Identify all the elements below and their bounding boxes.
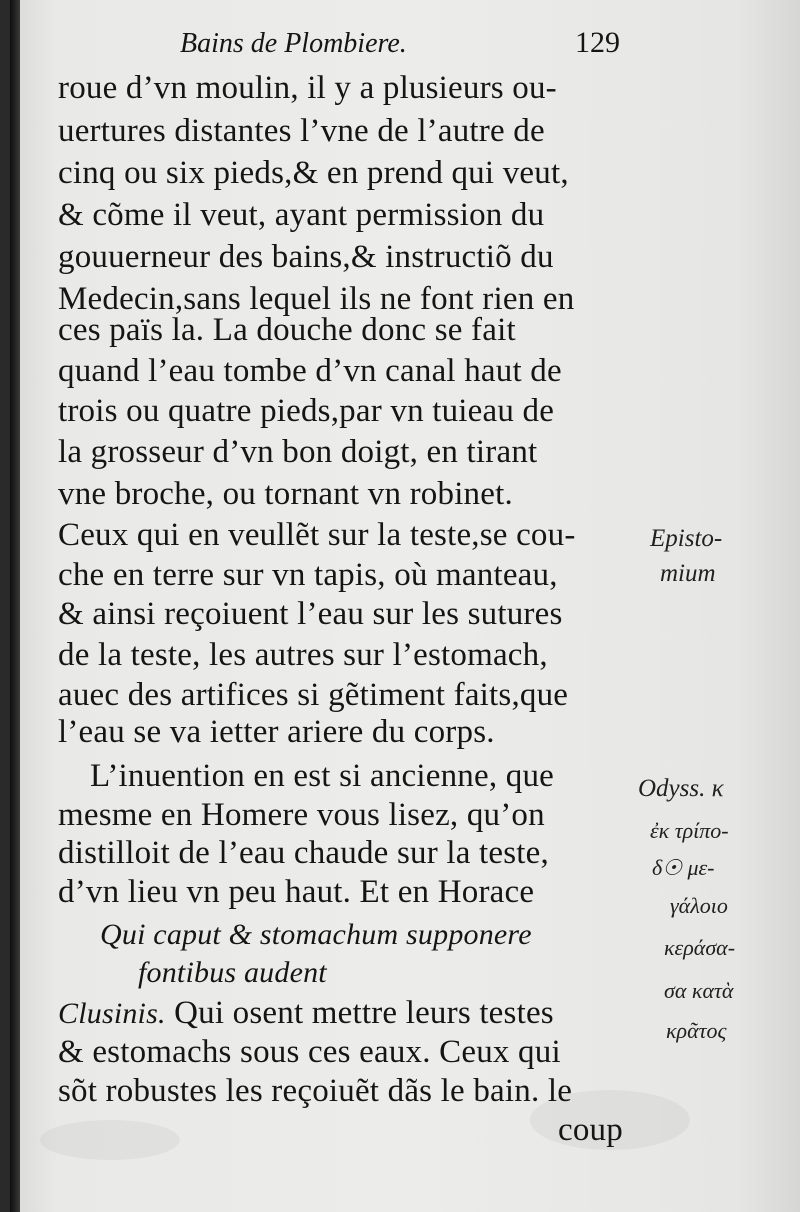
text-line: quand l’eau tombe d’vn canal haut de [58, 353, 562, 389]
paper-stain [40, 1120, 180, 1160]
text-line: distilloit de l’eau chaude sur la teste, [58, 835, 549, 871]
running-title: Bains de Plombiere. [180, 28, 407, 59]
text-line: mesme en Homere vous lisez, qu’on [58, 797, 545, 833]
text-line: vne broche, ou tornant vn robinet. [58, 476, 513, 512]
text-line [58, 995, 554, 1032]
page-number: 129 [575, 26, 620, 59]
text-line: & ainsi reçoiuent l’eau sur les sutures [58, 596, 563, 632]
source-citation: Clusinis. [58, 997, 166, 1030]
text-line: sõt robustes les reçoiuẽt dãs le bain. le [58, 1073, 573, 1109]
text-span: Qui osent mettre leurs testes [174, 995, 554, 1031]
greek-marginal-line: κρᾶτος [666, 1018, 727, 1043]
greek-marginal-line: σα κατὰ [664, 978, 734, 1003]
text-line: Medecin,sans lequel ils ne font rien en [58, 281, 575, 317]
marginal-note-line: Episto- [650, 525, 723, 552]
text-line: auec des artifices si gẽtiment faits,que [58, 677, 569, 713]
text-line: cinq ou six pieds,& en prend qui veut, [58, 155, 569, 191]
text-line: L’inuention en est si ancienne, que [90, 758, 554, 794]
text-line: d’vn lieu vn peu haut. Et en Horace [58, 874, 535, 910]
text-line: ces païs la. La douche donc se fait [58, 312, 516, 348]
page-gutter-shadow [10, 0, 20, 1212]
text-line: l’eau se va ietter ariere du corps. [58, 714, 495, 750]
text-line: & cõme il veut, ayant permission du [58, 197, 545, 233]
text-line: roue d’vn moulin, il y a plusieurs ou- [58, 70, 557, 106]
book-page [10, 0, 800, 1212]
text-line: trois ou quatre pieds,par vn tuieau de [58, 393, 555, 429]
text-line: & estomachs sous ces eaux. Ceux qui [58, 1034, 561, 1070]
greek-marginal-line: δ☉ με- [652, 855, 715, 880]
text-line: Ceux qui en veullẽt sur la teste,se cou- [58, 517, 576, 553]
quotation-line: fontibus audent [138, 956, 327, 989]
greek-marginal-line: ἐκ τρίπο- [650, 818, 729, 843]
marginal-note-line: mium [660, 560, 716, 587]
greek-marginal-line: κεράσα- [664, 935, 736, 960]
quotation-line: Qui caput & stomachum supponere [100, 918, 532, 951]
greek-marginal-line: γάλοιο [670, 893, 728, 918]
text-line: che en terre sur vn tapis, où manteau, [58, 557, 558, 593]
text-line: uertures distantes l’vne de l’autre de [58, 113, 545, 149]
text-line: de la teste, les autres sur l’estomach, [58, 637, 548, 673]
catchword: coup [558, 1112, 623, 1148]
text-line: gouuerneur des bains,& instructiõ du [58, 239, 554, 275]
text-line: la grosseur d’vn bon doigt, en tirant [58, 434, 538, 470]
marginal-reference: Odyss. κ [638, 775, 724, 802]
